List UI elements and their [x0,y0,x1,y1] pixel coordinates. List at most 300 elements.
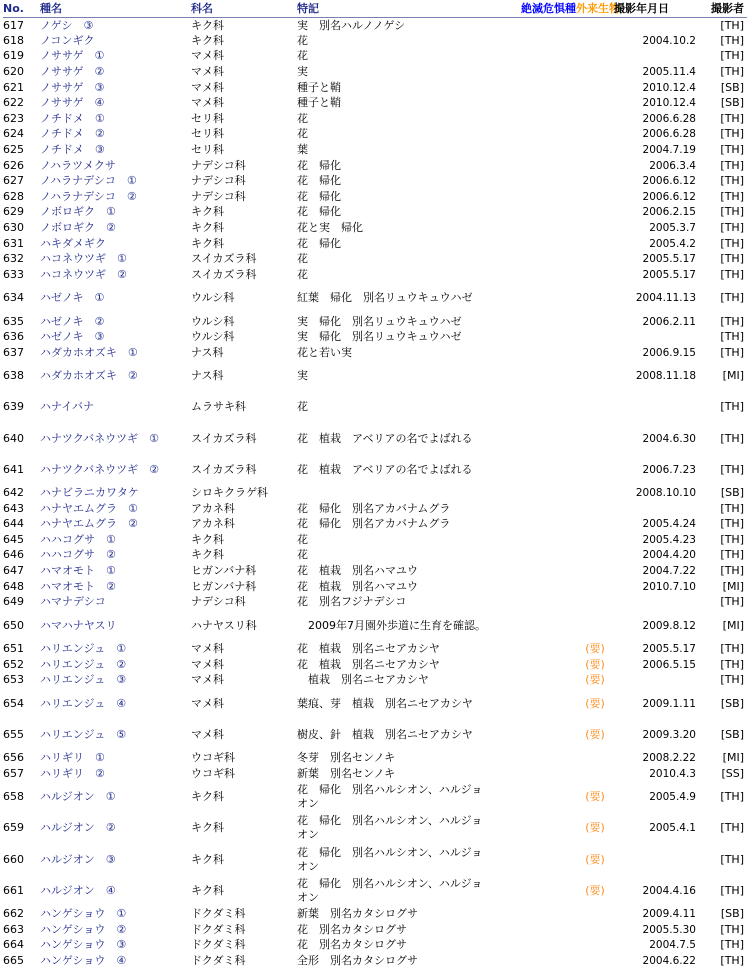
cell-alien-species [576,532,614,548]
cell-family: シロキクラゲ科 [191,486,268,500]
cell-no: 631 [3,236,24,250]
cell-species-name: ハルジオン ④ [40,883,116,897]
cell-photo-date: 2004.7.22 [642,565,696,578]
cell-no: 665 [3,953,24,967]
cell-notes: 花 [297,532,308,546]
table-row [3,938,747,954]
cell-alien-species [576,18,614,34]
cell-species-name: ノササゲ ③ [40,80,105,94]
cell-photo-date [614,501,702,517]
table-row [3,173,747,189]
cell-species-name: ハダカホオズキ ② [40,369,138,383]
cell-photographer: [TH] [720,532,744,546]
cell-notes: 花 [297,400,308,414]
cell-photographer: [SS] [721,766,744,780]
cell-photo-date: 2005.5.17 [642,643,696,656]
cell-species-name: ノチドメ ① [40,111,105,125]
cell-photographer: [TH] [720,18,744,32]
cell-photographer: [TH] [720,548,744,562]
header-notes: 特記 [297,0,491,18]
cell-photographer: [SB] [720,486,744,500]
cell-species-name: ハルジオン ① [40,790,116,804]
cell-species-name: ハンゲショウ ① [40,907,127,921]
cell-species-name: ハルジオン ③ [40,852,116,866]
cell-photo-date: 2010.12.4 [642,81,696,94]
cell-family: キク科 [191,821,224,835]
header-no: No. [3,0,40,18]
cell-endangered [491,517,576,533]
cell-family: ナデシコ科 [191,174,246,188]
cell-species-name: ハナイバナ [40,400,95,414]
cell-family: ドクダミ科 [191,922,246,936]
cell-notes: 花 帰化 別名ハルシオン、ハルジョオン [297,845,483,873]
cell-no: 657 [3,766,24,780]
cell-photo-date: 2005.4.24 [642,518,696,531]
cell-alien-species [576,127,614,143]
cell-no: 643 [3,501,24,515]
cell-alien-species [576,906,614,922]
cell-endangered [491,610,576,641]
cell-species-name: ノチドメ ③ [40,143,105,157]
cell-no: 632 [3,252,24,266]
cell-alien-species [576,563,614,579]
cell-species-name: ハリエンジュ ④ [40,696,127,710]
cell-notes: 花 植栽 アベリアの名でよばれる [297,431,473,445]
table-row [3,454,747,485]
cell-alien-species: (要) [585,727,605,741]
table-row [3,875,747,906]
cell-photo-date: 2006.6.28 [642,112,696,125]
cell-no: 649 [3,595,24,609]
cell-family: ヒガンバナ科 [191,564,257,578]
cell-family: ドクダミ科 [191,953,246,967]
cell-photographer: [TH] [720,252,744,266]
cell-no: 647 [3,564,24,578]
cell-photo-date: 2006.6.12 [642,190,696,203]
cell-photographer: [TH] [720,291,744,305]
cell-notes: 花 [297,127,308,141]
cell-endangered [491,329,576,345]
table-row [3,906,747,922]
cell-no: 641 [3,462,24,476]
cell-no: 636 [3,330,24,344]
cell-no: 658 [3,790,24,804]
cell-family: スイカズラ科 [191,431,257,445]
table-row [3,610,747,641]
cell-photo-date: 2005.4.2 [649,237,696,250]
cell-no: 656 [3,751,24,765]
cell-family: キク科 [191,852,224,866]
cell-notes: 花 [297,252,308,266]
cell-no: 661 [3,883,24,897]
cell-notes: 花 植栽 別名ハマユウ [297,564,418,578]
cell-alien-species [576,517,614,533]
cell-notes: 花 [297,111,308,125]
cell-endangered [491,813,576,844]
cell-species-name: ハコネウツギ ② [40,267,127,281]
cell-family: スイカズラ科 [191,267,257,281]
cell-notes: 花 帰化 別名アカバナムグラ [297,501,451,515]
cell-family: マメ科 [191,642,224,656]
table-row [3,750,747,766]
cell-endangered [491,64,576,80]
cell-photo-date: 2005.5.30 [642,923,696,936]
table-row [3,423,747,454]
cell-endangered [491,361,576,392]
cell-species-name: ノハラツメクサ [40,158,116,172]
cell-notes: 実 帰化 別名リュウキュウハゼ [297,330,462,344]
cell-photo-date: 2008.2.22 [642,752,696,765]
cell-alien-species [576,610,614,641]
table-row [3,719,747,750]
cell-photographer: [TH] [720,205,744,219]
cell-notes: 花 別名カタシログサ [297,922,407,936]
cell-alien-species [576,251,614,267]
cell-no: 660 [3,852,24,866]
cell-notes: 花 [297,33,308,47]
cell-notes: 実 [297,65,308,79]
table-row [3,485,747,501]
cell-photographer: [TH] [720,564,744,578]
cell-family: マメ科 [191,96,224,110]
cell-no: 635 [3,314,24,328]
cell-species-name: ハリエンジュ ① [40,642,127,656]
cell-endangered [491,782,576,813]
cell-family: スイカズラ科 [191,462,257,476]
cell-endangered [491,18,576,34]
cell-alien-species: (要) [585,883,605,897]
cell-photographer: [TH] [720,883,744,897]
cell-photographer: [TH] [720,852,744,866]
cell-no: 638 [3,369,24,383]
cell-family: ナス科 [191,345,224,359]
cell-endangered [491,579,576,595]
cell-notes: 花 [297,548,308,562]
cell-alien-species [576,329,614,345]
cell-alien-species: (要) [585,642,605,656]
cell-family: ドクダミ科 [191,938,246,952]
cell-photographer: [TH] [720,821,744,835]
cell-alien-species [576,267,614,283]
cell-endangered [491,142,576,158]
cell-family: セリ科 [191,111,224,125]
cell-endangered [491,563,576,579]
cell-endangered [491,532,576,548]
cell-species-name: ハリギリ ① [40,751,105,765]
cell-family: ウルシ科 [191,291,235,305]
cell-notes: 花 帰化 別名アカバナムグラ [297,517,451,531]
cell-species-name: ハナヤエムグラ ① [40,501,138,515]
table-body [3,18,747,969]
cell-species-name: ノゲシ ③ [40,18,94,32]
cell-photo-date: 2010.4.3 [649,767,696,780]
cell-photographer: [TH] [720,143,744,157]
cell-photographer: [MI] [722,579,744,593]
cell-photographer: [TH] [720,431,744,445]
cell-photo-date: 2010.12.4 [642,97,696,110]
cell-endangered [491,548,576,564]
cell-species-name: ハナビラニカワタケ [40,486,139,500]
cell-family: ナス科 [191,369,224,383]
cell-species-name: ハナツクバネウツギ ① [40,431,159,445]
table-row [3,517,747,533]
header-photographer: 撮影者 [702,0,747,18]
cell-photographer: [TH] [720,33,744,47]
cell-no: 630 [3,221,24,235]
table-row [3,189,747,205]
cell-species-name: ハマナデシコ [40,595,106,609]
cell-notes: 新葉 別名カタシログサ [297,907,418,921]
cell-alien-species [576,64,614,80]
cell-endangered [491,314,576,330]
cell-no: 648 [3,579,24,593]
cell-notes: 樹皮、針 植栽 別名ニセアカシヤ [297,727,473,741]
cell-endangered [491,33,576,49]
cell-endangered [491,267,576,283]
cell-photographer: [SB] [720,727,744,741]
cell-photo-date: 2006.9.15 [642,346,696,359]
cell-photographer: [TH] [720,330,744,344]
cell-no: 634 [3,291,24,305]
cell-family: キク科 [191,221,224,235]
cell-alien-species: (要) [585,790,605,804]
cell-photographer: [TH] [720,267,744,281]
cell-alien-species [576,454,614,485]
cell-photographer: [SB] [720,96,744,110]
cell-alien-species [576,548,614,564]
cell-notes: 花 帰化 [297,205,341,219]
table-row [3,111,747,127]
cell-photographer: [TH] [720,790,744,804]
cell-species-name: ノハラナデシコ ① [40,174,137,188]
header-row [3,0,747,18]
cell-family: マメ科 [191,49,224,63]
cell-endangered [491,875,576,906]
cell-alien-species [576,111,614,127]
cell-photographer: [TH] [720,462,744,476]
cell-notes: 花 植栽 別名ハマユウ [297,579,418,593]
cell-family: ハナヤスリ科 [191,618,257,632]
cell-photo-date: 2004.7.19 [642,144,696,157]
cell-notes: 新葉 別名センノキ [297,766,396,780]
cell-photographer: [TH] [720,501,744,515]
cell-photographer: [TH] [720,345,744,359]
cell-photo-date: 2004.6.30 [642,432,696,445]
table-row [3,922,747,938]
table-row [3,345,747,361]
cell-photo-date: 2006.7.23 [642,463,696,476]
cell-photo-date: 2010.7.10 [642,580,696,593]
cell-family: ヒガンバナ科 [191,579,257,593]
cell-notes: 花 帰化 別名ハルシオン、ハルジョオン [297,783,483,811]
table-row [3,641,747,657]
cell-species-name: ノボロギク ② [40,221,116,235]
cell-photographer: [SB] [720,696,744,710]
cell-notes: 花 別名フジナデシコ [297,595,407,609]
header-species-name: 種名 [40,0,191,18]
cell-photographer: [TH] [720,236,744,250]
cell-no: 619 [3,49,24,63]
header-photo-date: 撮影年月日 [614,0,702,18]
cell-endangered [491,688,576,719]
cell-photographer: [TH] [720,673,744,687]
cell-photographer: [TH] [720,221,744,235]
cell-alien-species [576,236,614,252]
cell-endangered [491,750,576,766]
cell-family: ウコギ科 [191,766,235,780]
cell-endangered [491,906,576,922]
cell-alien-species [576,766,614,782]
cell-family: ウコギ科 [191,751,235,765]
cell-endangered [491,80,576,96]
cell-notes: 植栽 別名ニセアカシヤ [297,673,429,687]
cell-photographer: [TH] [720,158,744,172]
cell-no: 652 [3,657,24,671]
cell-family: ナデシコ科 [191,595,246,609]
cell-alien-species [576,158,614,174]
cell-no: 623 [3,111,24,125]
table-row [3,361,747,392]
cell-endangered [491,454,576,485]
cell-no: 629 [3,205,24,219]
table-row [3,657,747,673]
cell-family: キク科 [191,205,224,219]
cell-family: セリ科 [191,127,224,141]
cell-photo-date: 2006.2.15 [642,206,696,219]
cell-alien-species [576,392,614,423]
cell-species-name: ノボロギク ① [40,205,116,219]
cell-endangered [491,158,576,174]
cell-notes [297,485,491,501]
cell-endangered [491,236,576,252]
table-row [3,314,747,330]
cell-endangered [491,49,576,65]
cell-alien-species [576,220,614,236]
cell-endangered [491,392,576,423]
cell-photo-date: 2004.6.22 [642,954,696,967]
cell-alien-species [576,173,614,189]
cell-family: キク科 [191,236,224,250]
table-row [3,205,747,221]
cell-no: 655 [3,727,24,741]
cell-family: キク科 [191,790,224,804]
cell-no: 620 [3,65,24,79]
cell-photo-date: 2008.11.18 [635,370,696,383]
table-row [3,329,747,345]
cell-photo-date [614,672,702,688]
cell-photographer: [TH] [720,65,744,79]
cell-notes: 実 別名ハルノノゲシ [297,18,406,32]
cell-photographer: [TH] [720,127,744,141]
table-row [3,283,747,314]
cell-alien-species [576,95,614,111]
cell-alien-species [576,283,614,314]
cell-photo-date: 2004.10.2 [642,34,696,47]
table-row [3,688,747,719]
cell-family: ドクダミ科 [191,907,246,921]
cell-alien-species [576,750,614,766]
cell-notes: 2009年7月園外歩道に生育を確認。 [297,618,486,632]
cell-notes: 種子と鞘 [297,96,341,110]
cell-photo-date: 2005.4.23 [642,533,696,546]
cell-alien-species: (要) [585,696,605,710]
cell-alien-species [576,579,614,595]
cell-notes: 花 帰化 別名ハルシオン、ハルジョオン [297,814,483,842]
cell-no: 659 [3,821,24,835]
cell-no: 645 [3,532,24,546]
cell-photographer: [SB] [720,907,744,921]
cell-photo-date: 2005.4.9 [649,791,696,804]
cell-notes: 全形 別名カタシログサ [297,953,418,967]
cell-family: キク科 [191,33,224,47]
cell-photographer: [TH] [720,922,744,936]
cell-photographer: [TH] [720,400,744,414]
cell-notes: 種子と鞘 [297,80,341,94]
cell-photo-date: 2009.3.20 [642,728,696,741]
cell-endangered [491,205,576,221]
cell-photo-date: 2008.10.10 [635,487,696,500]
cell-endangered [491,189,576,205]
cell-family: アカネ科 [191,517,235,531]
cell-endangered [491,766,576,782]
cell-alien-species [576,501,614,517]
cell-alien-species [576,953,614,969]
cell-photographer: [MI] [722,369,744,383]
cell-endangered [491,423,576,454]
cell-species-name: ハマオモト ② [40,579,116,593]
cell-photo-date [614,18,702,34]
cell-photo-date: 2009.1.11 [642,697,696,710]
cell-species-name: ハンゲショウ ④ [40,953,127,967]
cell-alien-species: (要) [585,657,605,671]
cell-no: 627 [3,174,24,188]
cell-family: ムラサキ科 [191,400,246,414]
cell-no: 633 [3,267,24,281]
cell-species-name: ハハコグサ ① [40,532,116,546]
cell-photographer: [TH] [720,189,744,203]
cell-photographer: [MI] [722,618,744,632]
table-row [3,844,747,875]
cell-alien-species [576,594,614,610]
cell-photo-date: 2006.5.15 [642,658,696,671]
cell-notes: 花 帰化 [297,236,341,250]
table-row [3,95,747,111]
cell-no: 621 [3,80,24,94]
cell-endangered [491,953,576,969]
cell-species-name: ハリギリ ② [40,766,105,780]
cell-photographer: [TH] [720,174,744,188]
cell-photographer: [TH] [720,657,744,671]
cell-no: 639 [3,400,24,414]
cell-species-name: ハダカホオズキ ① [40,345,138,359]
table-row [3,782,747,813]
cell-family: マメ科 [191,673,224,687]
cell-alien-species [576,485,614,501]
cell-notes: 葉痕、芽 植栽 別名ニセアカシヤ [297,696,473,710]
cell-alien-species: (要) [585,673,605,687]
cell-photo-date: 2005.11.4 [642,66,696,79]
cell-family: マメ科 [191,657,224,671]
cell-photographer: [TH] [720,938,744,952]
species-table [3,0,747,969]
cell-photographer: [TH] [720,595,744,609]
cell-family: キク科 [191,532,224,546]
header-alien-species: 外来生物 [576,0,614,18]
cell-family: キク科 [191,548,224,562]
cell-species-name: ハゼノキ ① [40,291,105,305]
table-header [3,0,747,18]
cell-notes: 花 帰化 別名ハルシオン、ハルジョオン [297,876,483,904]
